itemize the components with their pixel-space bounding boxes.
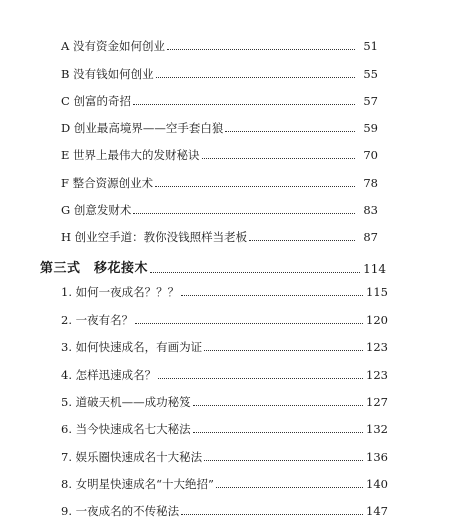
dot-leader [216, 487, 363, 488]
dot-leader [150, 272, 360, 273]
dot-leader [204, 460, 363, 461]
toc-entry-a [61, 39, 378, 53]
entry-page-number: 55 [363, 67, 378, 81]
item-page-number: 127 [366, 395, 388, 409]
item-title: 6. 当今快速成名七大秘法 [61, 422, 191, 436]
item-title: 1. 如何一夜成名？？？ [61, 285, 180, 299]
toc-entry-f [61, 176, 378, 190]
item-title: 2. 一夜有名？ [61, 313, 134, 327]
item-title: 4. 怎样迅速成名？ [61, 368, 157, 382]
entry-title: F 整合资源创业术 [61, 176, 154, 190]
dot-leader [155, 186, 355, 187]
toc-item-6 [61, 422, 388, 436]
toc-item-1 [61, 285, 388, 299]
dot-leader [133, 213, 355, 214]
toc-item-4 [61, 368, 388, 382]
item-title: 7. 娱乐圈快速成名十大秘法 [61, 450, 203, 464]
entry-title: C 创富的奇招 [61, 94, 131, 108]
toc-entry-d [61, 121, 378, 135]
toc-section-heading [40, 262, 386, 276]
dot-leader [135, 323, 363, 324]
item-page-number: 123 [366, 340, 388, 354]
item-title: 8. 女明星快速成名“十大绝招” [61, 477, 214, 491]
dot-leader [133, 104, 355, 105]
dot-leader [225, 131, 355, 132]
toc-item-8 [61, 477, 388, 491]
toc-entry-b [61, 67, 378, 81]
dot-leader [167, 49, 355, 50]
entry-page-number: 57 [363, 94, 378, 108]
entry-title: G 创意发财术 [61, 203, 132, 217]
dot-leader [249, 240, 355, 241]
section-page-number: 114 [363, 262, 386, 276]
entry-title: A 没有资金如何创业 [61, 39, 165, 53]
dot-leader [202, 158, 355, 159]
item-page-number: 132 [366, 422, 388, 436]
item-title: 9. 一夜成名的不传秘法 [61, 504, 180, 518]
entry-page-number: 51 [363, 39, 378, 53]
section-title: 第三式 移花接木 [40, 261, 149, 276]
toc-item-5 [61, 395, 388, 409]
item-page-number: 120 [366, 313, 388, 327]
dot-leader [181, 295, 363, 296]
toc-entry-c [61, 94, 378, 108]
toc-item-9 [61, 504, 388, 518]
entry-page-number: 83 [363, 203, 378, 217]
entry-title: D 创业最高境界——空手套白狼 [61, 121, 224, 135]
entry-title: H 创业空手道：教你没钱照样当老板 [61, 230, 248, 244]
entry-page-number: 87 [363, 230, 378, 244]
item-page-number: 115 [366, 285, 388, 299]
toc-item-2 [61, 313, 388, 327]
dot-leader [181, 514, 363, 515]
entry-title: E 世界上最伟大的发财秘诀 [61, 148, 200, 162]
entry-page-number: 59 [363, 121, 378, 135]
item-page-number: 136 [366, 450, 388, 464]
toc-entry-e [61, 148, 378, 162]
item-page-number: 140 [366, 477, 388, 491]
dot-leader [193, 432, 363, 433]
item-title: 3. 如何快速成名，有画为证 [61, 340, 203, 354]
toc-item-7 [61, 450, 388, 464]
dot-leader [193, 405, 363, 406]
toc-entry-h [61, 230, 378, 244]
dot-leader [158, 378, 363, 379]
item-page-number: 147 [366, 504, 388, 518]
dot-leader [156, 77, 355, 78]
entry-title: B 没有钱如何创业 [61, 67, 154, 81]
toc-item-3 [61, 340, 388, 354]
dot-leader [204, 350, 363, 351]
item-title: 5. 道破天机——成功秘笈 [61, 395, 191, 409]
entry-page-number: 70 [363, 148, 378, 162]
item-page-number: 123 [366, 368, 388, 382]
entry-page-number: 78 [363, 176, 378, 190]
toc-entry-g [61, 203, 378, 217]
